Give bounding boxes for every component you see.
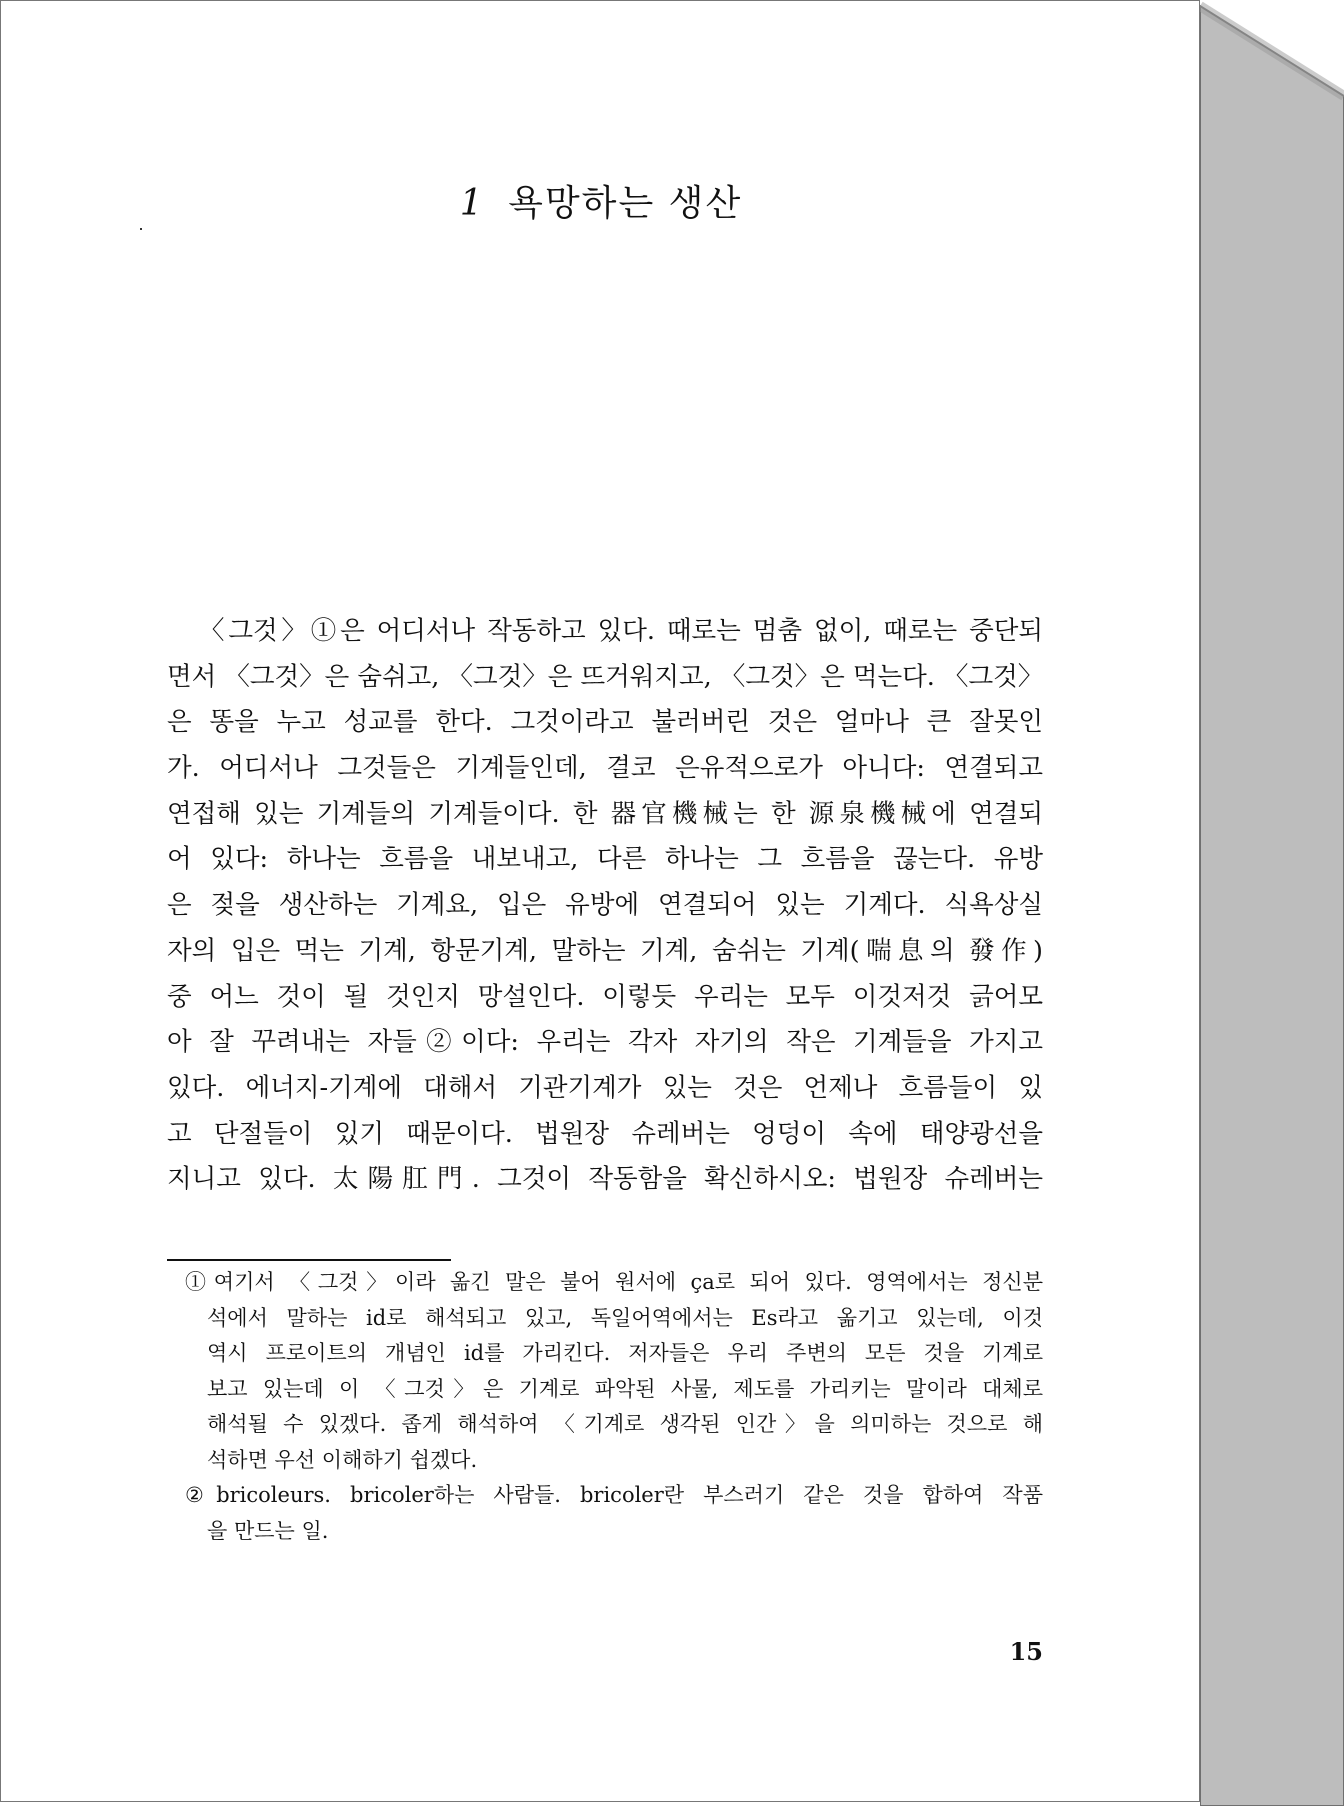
body-line: 어 있다: 하나는 흐름을 내보내고, 다른 하나는 그 흐름을 끊는다. 유방 [167, 844, 1043, 875]
body-line: 면서 〈그것〉은 숨쉬고, 〈그것〉은 뜨거워지고, 〈그것〉은 먹는다. 〈그것〉 [167, 661, 1044, 692]
footnote-line: 석에서 말하는 id로 해석되고 있고, 독일어역에서는 Es라고 옮기고 있는데, 이것 [207, 1305, 1043, 1330]
body-line: 중 어느 것이 될 것인지 망설인다. 이렇듯 우리는 모두 이것저것 긁어모 [167, 981, 1043, 1012]
footnote-line: 석하면 우선 이해하기 쉽겠다. [207, 1447, 478, 1472]
body-line: 은 똥을 누고 성교를 한다. 그것이라고 불러버린 것은 얼마나 큰 잘못인 [167, 707, 1043, 738]
body-line: 고 단절들이 있기 때문이다. 법원장 슈레버는 엉덩이 속에 태양광선을 [167, 1118, 1043, 1149]
body-line: 있다. 에너지-기계에 대해서 기관기계가 있는 것은 언제나 흐름들이 있 [167, 1072, 1043, 1103]
footnote-line: 을 만드는 일. [207, 1518, 329, 1543]
footnote-line: ②bricoleurs. bricoler하는 사람들. bricoler란 부스러기 같은 것을 합하여 작품 [185, 1483, 1043, 1507]
body-line: 지니고 있다. 太陽肛門. 그것이 작동함을 확신하시오: 법원장 슈레버는 [167, 1164, 1043, 1195]
body-line: 〈그것〉①은 어디서나 작동하고 있다. 때로는 멈춤 없이, 때로는 중단되 [199, 616, 1043, 646]
body-line: 자의 입은 먹는 기계, 항문기계, 말하는 기계, 숨쉬는 기계(喘息의 發作) [167, 935, 1043, 966]
book-page-stack-edge [1200, 0, 1344, 1806]
chapter-heading [1, 175, 1201, 226]
body-paragraph [167, 609, 1043, 1203]
page-number: 15 [1009, 1637, 1043, 1666]
footnote-line: 역시 프로이트의 개념인 id를 가리킨다. 저자들은 우리 주변의 모든 것을 기계로 [207, 1341, 1043, 1365]
footnote-separator [167, 1259, 451, 1261]
print-speck [140, 228, 142, 230]
body-line: 가. 어디서나 그것들은 기계들인데, 결코 은유적으로가 아니다: 연결되고 [167, 753, 1043, 784]
body-line: 은 젖을 생산하는 기계요, 입은 유방에 연결되어 있는 기계다. 식욕상실 [167, 890, 1043, 921]
body-line: 아 잘 꾸려내는 자들②이다: 우리는 각자 자기의 작은 기계들을 가지고 [167, 1027, 1043, 1058]
body-line: 연접해 있는 기계들의 기계들이다. 한 器官機械는 한 源泉機械에 연결되 [167, 798, 1043, 829]
footnote-line: ①여기서 〈그것〉이라 옮긴 말은 불어 원서에 ça로 되어 있다. 영역에서는 정신분 [185, 1270, 1043, 1294]
chapter-number: 1 [459, 183, 485, 224]
footnotes [185, 1265, 1043, 1549]
footnote-line: 보고 있는데 이 〈그것〉은 기계로 파악된 사물, 제도를 가리키는 말이라 대체로 [207, 1376, 1043, 1401]
footnote-line: 해석될 수 있겠다. 좁게 해석하여 〈기계로 생각된 인간〉을 의미하는 것으로 해 [207, 1412, 1043, 1436]
chapter-title: 욕망하는 생산 [508, 183, 743, 224]
